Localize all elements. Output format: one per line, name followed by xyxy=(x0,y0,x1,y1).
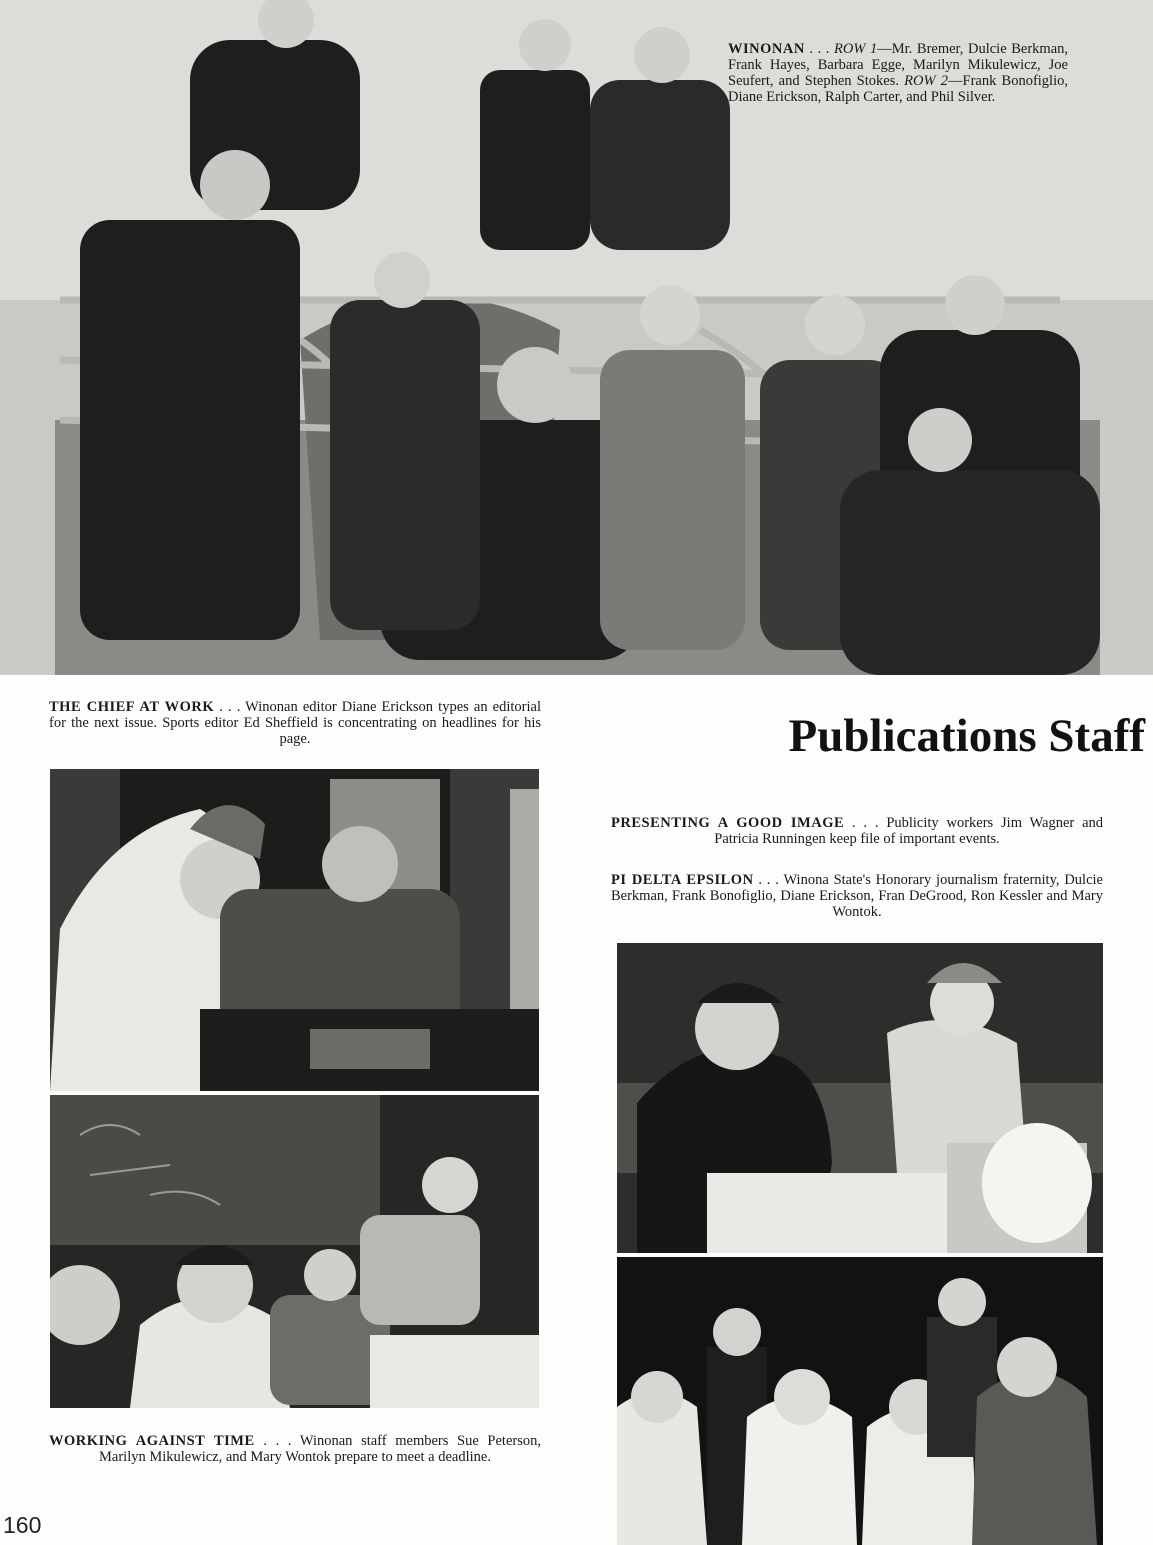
pi-delta-epsilon-caption xyxy=(611,872,1103,920)
chief-at-work-caption xyxy=(49,699,541,747)
time-caption-text: Winonan staff members Sue Peterson, Marilyn Mikulewicz, and Mary Wontok prepare to meet a deadline. xyxy=(99,1433,541,1465)
chief-caption-heading: THE CHIEF AT WORK xyxy=(49,699,215,715)
working-against-time-photo xyxy=(50,1095,539,1408)
pi-delta-epsilon-photo xyxy=(617,1257,1103,1545)
time-caption-dots: . . . xyxy=(254,1433,300,1449)
image-caption-text: Publicity workers Jim Wagner and Patricia Runningen keep file of important events. xyxy=(714,815,1104,847)
working-against-time-caption xyxy=(49,1433,541,1465)
image-caption-heading: PRESENTING A GOOD IMAGE xyxy=(611,815,845,831)
winonan-row1-label: ROW 1 xyxy=(834,41,878,57)
pde-caption-text: Winona State's Honorary journalism fraternity, Dulcie Berkman, Frank Bonofiglio, Diane Erickson, Fran DeGrood, Ron Kessler and Mary Wontok. xyxy=(611,872,1103,920)
winonan-caption-dots: . . . xyxy=(804,41,835,57)
image-caption-dots: . . . xyxy=(844,815,887,831)
chief-caption-text: Winonan editor Diane Erickson types an editorial for the next issue. Sports editor Ed Sheffield is concentrating on headlines for his page. xyxy=(49,699,541,747)
winonan-row2-label: ROW 2 xyxy=(904,73,949,89)
winonan-caption xyxy=(728,41,1068,105)
winonan-row1-text: —Mr. Bremer, Dulcie Berkman, Frank Hayes, Barbara Egge, Marilyn Mikulewicz, Joe Seufert, and Stephen Stokes. xyxy=(728,41,1069,89)
presenting-good-image-caption xyxy=(611,815,1103,847)
presenting-good-image-photo xyxy=(617,943,1103,1253)
chief-caption-dots: . . . xyxy=(214,699,246,715)
winonan-caption-heading: WINONAN xyxy=(728,41,805,57)
pde-caption-heading: PI DELTA EPSILON xyxy=(611,872,754,888)
winonan-row2-text: —Frank Bonofiglio, Diane Erickson, Ralph Carter, and Phil Silver. xyxy=(728,73,1068,105)
time-caption-heading: WORKING AGAINST TIME xyxy=(49,1433,255,1449)
page-number: 160 xyxy=(3,1512,42,1538)
pde-caption-dots: . . . xyxy=(753,872,784,888)
chief-at-work-photo xyxy=(50,769,539,1091)
page-title: Publications Staff xyxy=(788,710,1145,762)
